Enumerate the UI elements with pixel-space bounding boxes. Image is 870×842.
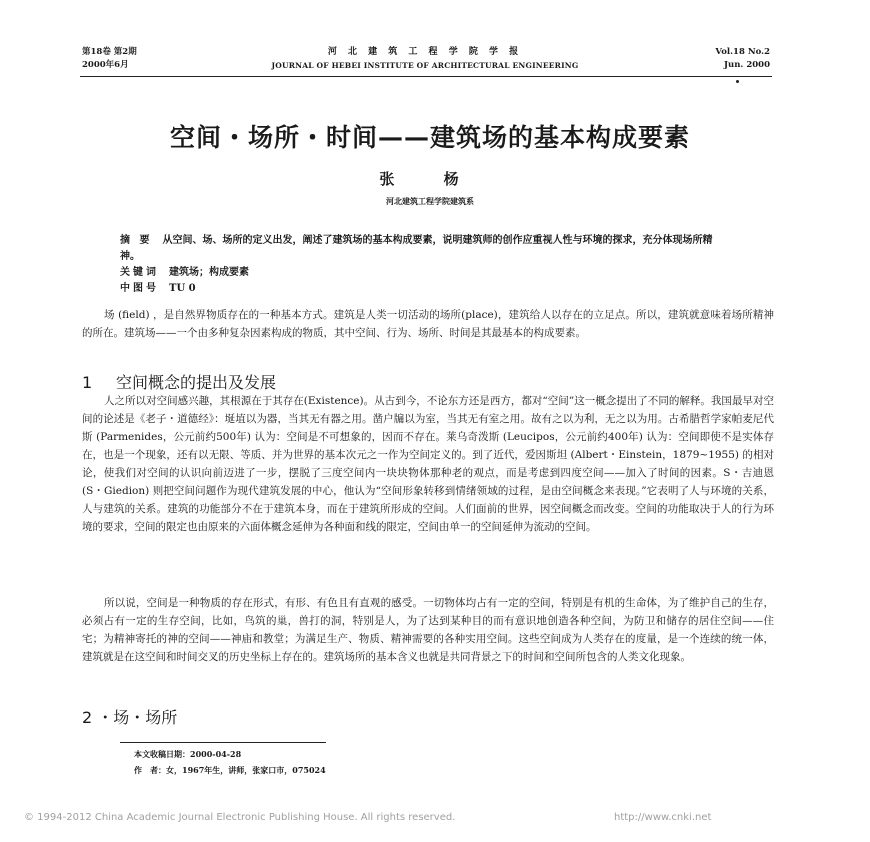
section-2-heading: [82, 705, 177, 728]
footnote-received-date: 本文收稿日期：2000-04-28: [134, 749, 242, 759]
keywords-label: 关键词: [120, 267, 159, 278]
intro-paragraph: 场 (field) ，是自然界物质存在的一种基本方式。建筑是人类一切活动的场所(place)，建筑给人以存在的立足点。所以，建筑就意味着场所精神的所在。建筑场——一个由多种复杂因素构成的物质，其中空间、行为、场所、时间是其最基本的构成要素。: [82, 309, 774, 339]
article-affiliation: 河北建筑工程学院建筑系: [386, 196, 474, 206]
classification-number: TU 0: [169, 283, 196, 294]
section-2-number: 2: [82, 708, 93, 727]
header-dot: [736, 80, 739, 83]
page-footer: [24, 812, 854, 823]
article-title: 空间・场所・时间——建筑场的基本构成要素: [169, 123, 690, 152]
header-issue-info: [82, 46, 137, 72]
section-1-number: 1: [82, 373, 93, 392]
abstract-block: [120, 233, 730, 265]
footer-url[interactable]: http://www.cnki.net: [614, 812, 712, 823]
journal-name-cn: 河 北 建 筑 工 程 学 院 学 报: [327, 47, 523, 57]
keywords-text: 建筑场；构成要素: [169, 267, 249, 278]
footnote-author-info: 作 者：女，1967年生，讲师，张家口市，075024: [134, 765, 326, 775]
article-author: 张 杨: [379, 170, 481, 188]
header-date: 2000年6月: [82, 60, 129, 70]
journal-name: [230, 46, 620, 72]
section-1-title: 空间概念的提出及发展: [116, 373, 277, 392]
classification-label: 中图号: [120, 283, 159, 294]
header-date-en: Jun. 2000: [724, 60, 770, 70]
header-volume-en: Vol.18 No.2: [715, 47, 770, 57]
copyright-notice: © 1994-2012 China Academic Journal Electronic Publishing House. All rights reserved.: [24, 812, 456, 823]
abstract-text: 从空间、场、场所的定义出发，阐述了建筑场的基本构成要素，说明建筑师的创作应重视人性与环境的探求，充分体现场所精神。: [120, 235, 713, 262]
section-2-title: ・场・场所: [97, 708, 178, 727]
section-1-heading: [82, 370, 276, 393]
header-issue-info-en: [700, 46, 770, 72]
journal-name-en: JOURNAL OF HEBEI INSTITUTE OF ARCHITECTURAL ENGINEERING: [271, 61, 579, 70]
section-1-paragraph-1: 人之所以对空间感兴趣，其根源在于其存在(Existence)。从古到今，不论东方还是西方，都对“空间”这一概念提出了不同的解释。我国最早对空间的论述是《老子・道德经》：埏埴以为器，当其无有器之用。凿户牖以为室，当其无有室之用。故有之以为利，无之以为用。古希腊哲学家帕麦尼代斯 (Parmenides，公元前约500年) 认为：空间是不可想象的，因而不存在。莱乌奇泼斯 (Leucipos，公元前约400年) 认为：空间即使不是实体存在，也是一个现象，还有以无限、等质、并为世界的基本次元之一作为空间定义的。到了近代，爱因斯坦 (Albert・Einstein，1879~1955) 的相对论，使我们对空间的认识向前迈进了一步，摆脱了三度空间内一块块物体那种老的观点，而是考虑到四度空间——加入了时间的因素。S・吉迪恩 (S・Giedion) 则把空间问题作为现代建筑发展的中心，他认为“空间形象转移到情绪领域的过程，是由空间概念来表现。”它表明了人与环境的关系，人与建筑的关系。建筑的功能部分不在于建筑本身，而在于建筑所形成的空间。人们面前的世界，因空间概念而改变。空间的功能取决于人的行为环境的要求，空间的限定也由原来的六面体概念延伸为各种面和线的限定，空间由单一的空间延伸为流动的空间。: [82, 395, 774, 533]
section-1-paragraph-2: 所以说，空间是一种物质的存在形式，有形、有色且有直观的感受。一切物体均占有一定的空间，特别是有机的生命体，为了维护自己的生存，必须占有一定的生存空间，比如，鸟筑的巢，兽打的洞，特别是人，为了达到某种目的而有意识地创造各种空间，为防卫和储存的居住空间——住宅；为精神寄托的神的空间——神庙和教堂；为满足生产、物质、精神需要的各种实用空间。这些空间成为人类存在的度量，是一个连续的统一体，建筑就是在这空间和时间交叉的历史坐标上存在的。建筑场所的基本含义也就是共同背景之下的时间和空间所包含的人类文化现象。: [82, 597, 774, 663]
classification-block: [120, 281, 730, 297]
abstract-label: 摘 要: [120, 235, 153, 246]
header-divider: [80, 76, 772, 77]
footnote-divider: [120, 742, 326, 743]
keywords-block: [120, 265, 730, 281]
header-volume-issue: 第18卷 第2期: [82, 47, 137, 57]
